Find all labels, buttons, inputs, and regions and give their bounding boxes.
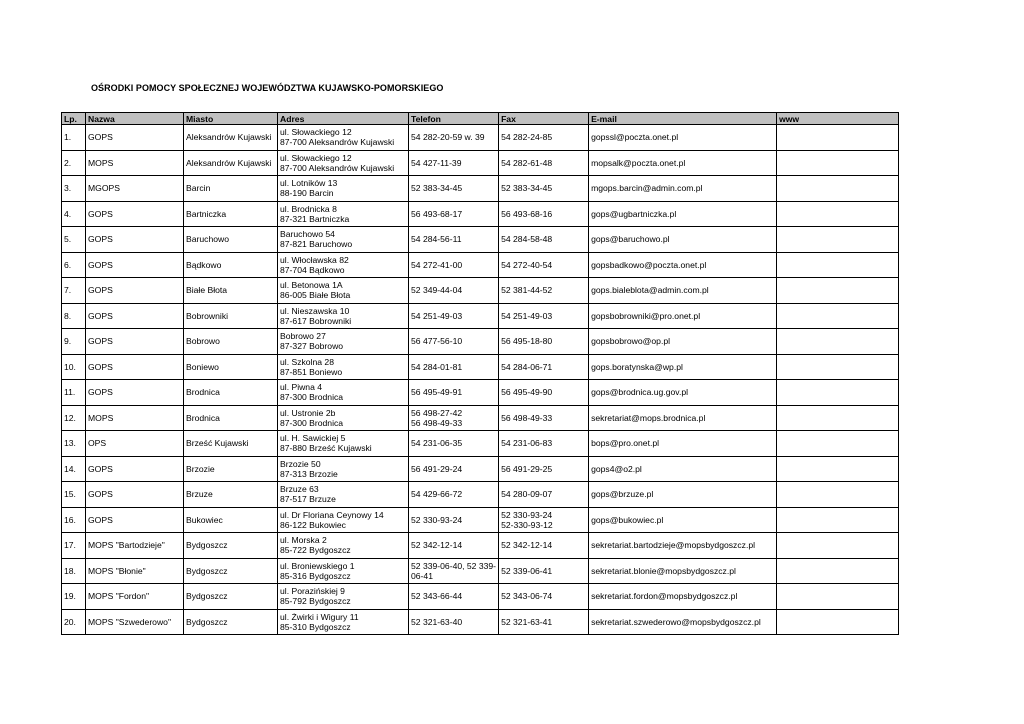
cell-adres bbox=[278, 176, 409, 202]
cell-email: sekretariat.fordon@mopsbydgoszcz.pl bbox=[589, 584, 777, 610]
cell-www bbox=[777, 380, 899, 406]
cell-miasto: Bydgoszcz bbox=[184, 533, 278, 559]
table-row bbox=[62, 584, 899, 610]
table-row bbox=[62, 380, 899, 406]
cell-www bbox=[777, 329, 899, 355]
cell-adres bbox=[278, 405, 409, 431]
cell-telefon-line: 52 343-66-44 bbox=[411, 591, 463, 602]
cell-lp: 14. bbox=[62, 456, 86, 482]
cell-adres bbox=[278, 125, 409, 151]
cell-fax-line: 54 251-49-03 bbox=[501, 310, 553, 321]
table-row bbox=[62, 609, 899, 635]
cell-lp: 16. bbox=[62, 507, 86, 533]
cell-telefon-line: 56 495-49-91 bbox=[411, 387, 463, 398]
cell-nazwa: MGOPS bbox=[86, 176, 184, 202]
cell-adres-line: ul. Morska 2 bbox=[280, 535, 327, 546]
cell-adres bbox=[278, 533, 409, 559]
cell-adres-line: ul. Szkolna 28 bbox=[280, 356, 334, 367]
cell-fax-line: 54 280-09-07 bbox=[501, 489, 553, 500]
cell-lp: 10. bbox=[62, 354, 86, 380]
cell-www bbox=[777, 303, 899, 329]
cell-lp: 8. bbox=[62, 303, 86, 329]
institutions-table bbox=[61, 112, 899, 635]
cell-adres-line: 88-190 Barcin bbox=[280, 188, 334, 199]
cell-nazwa: GOPS bbox=[86, 507, 184, 533]
cell-email: gopsbobrowniki@pro.onet.pl bbox=[589, 303, 777, 329]
cell-adres bbox=[278, 227, 409, 253]
cell-www bbox=[777, 533, 899, 559]
cell-adres-line: ul. H. Sawickiej 5 bbox=[280, 433, 346, 444]
cell-fax bbox=[499, 558, 589, 584]
cell-telefon bbox=[409, 227, 499, 253]
cell-adres-line: 85-792 Bydgoszcz bbox=[280, 596, 351, 607]
table-row bbox=[62, 405, 899, 431]
cell-fax bbox=[499, 227, 589, 253]
cell-telefon bbox=[409, 176, 499, 202]
cell-fax bbox=[499, 405, 589, 431]
header-nazwa: Nazwa bbox=[86, 113, 184, 125]
table-row bbox=[62, 252, 899, 278]
cell-adres-line: 87-880 Brześć Kujawski bbox=[280, 443, 372, 454]
table-row bbox=[62, 456, 899, 482]
cell-fax-line: 54 282-24-85 bbox=[501, 132, 553, 143]
header-email: E-mail bbox=[589, 113, 777, 125]
cell-fax-line: 56 498-49-33 bbox=[501, 412, 553, 423]
cell-email: sekretariat.szwederowo@mopsbydgoszcz.pl bbox=[589, 609, 777, 635]
cell-adres bbox=[278, 303, 409, 329]
cell-www bbox=[777, 252, 899, 278]
cell-adres-line: ul. Porazińskiej 9 bbox=[280, 586, 345, 597]
cell-miasto: Bydgoszcz bbox=[184, 609, 278, 635]
cell-telefon bbox=[409, 329, 499, 355]
cell-email: gops@brzuze.pl bbox=[589, 482, 777, 508]
cell-www bbox=[777, 431, 899, 457]
cell-fax bbox=[499, 252, 589, 278]
cell-adres bbox=[278, 507, 409, 533]
cell-fax bbox=[499, 456, 589, 482]
cell-adres bbox=[278, 431, 409, 457]
cell-www bbox=[777, 507, 899, 533]
cell-email: gops.bialeblota@admin.com.pl bbox=[589, 278, 777, 304]
cell-fax-line: 52 343-06-74 bbox=[501, 591, 553, 602]
cell-miasto: Białe Błota bbox=[184, 278, 278, 304]
cell-lp: 15. bbox=[62, 482, 86, 508]
cell-adres-line: ul. Ustronie 2b bbox=[280, 407, 336, 418]
cell-adres-line: 86-122 Bukowiec bbox=[280, 519, 346, 530]
cell-fax bbox=[499, 354, 589, 380]
cell-email: sekretariat@mops.brodnica.pl bbox=[589, 405, 777, 431]
cell-www bbox=[777, 278, 899, 304]
cell-miasto: Bobrowo bbox=[184, 329, 278, 355]
table-row bbox=[62, 507, 899, 533]
cell-telefon bbox=[409, 609, 499, 635]
cell-lp: 20. bbox=[62, 609, 86, 635]
cell-www bbox=[777, 227, 899, 253]
cell-nazwa: OPS bbox=[86, 431, 184, 457]
cell-adres-line: 87-851 Boniewo bbox=[280, 366, 343, 377]
cell-miasto: Brzuze bbox=[184, 482, 278, 508]
cell-adres-line: ul. Dr Floriana Ceynowy 14 bbox=[280, 509, 384, 520]
cell-adres-line: ul. Lotników 13 bbox=[280, 178, 338, 189]
cell-lp: 6. bbox=[62, 252, 86, 278]
cell-fax-line: 52 342-12-14 bbox=[501, 540, 553, 551]
cell-www bbox=[777, 405, 899, 431]
cell-telefon-line: 56 493-68-17 bbox=[411, 208, 463, 219]
cell-adres-line: 87-700 Aleksandrów Kujawski bbox=[280, 137, 395, 148]
cell-miasto: Bobrowniki bbox=[184, 303, 278, 329]
cell-telefon-line: 54 284-01-81 bbox=[411, 361, 463, 372]
cell-adres bbox=[278, 380, 409, 406]
cell-adres-line: ul. Słowackiego 12 bbox=[280, 127, 352, 138]
cell-email: gopsbobrowo@op.pl bbox=[589, 329, 777, 355]
cell-email: gopsbadkowo@poczta.onet.pl bbox=[589, 252, 777, 278]
cell-telefon-line: 06-41 bbox=[411, 570, 433, 581]
cell-nazwa: GOPS bbox=[86, 227, 184, 253]
header-www: www bbox=[777, 113, 899, 125]
cell-miasto: Brześć Kujawski bbox=[184, 431, 278, 457]
cell-fax-line: 54 272-40-54 bbox=[501, 259, 553, 270]
cell-miasto: Bydgoszcz bbox=[184, 558, 278, 584]
cell-email: gops@baruchowo.pl bbox=[589, 227, 777, 253]
cell-fax-line: 52-330-93-12 bbox=[501, 519, 553, 530]
cell-adres-line: 87-821 Baruchowo bbox=[280, 239, 353, 250]
cell-lp: 12. bbox=[62, 405, 86, 431]
cell-lp: 2. bbox=[62, 150, 86, 176]
table-row bbox=[62, 176, 899, 202]
table-row bbox=[62, 482, 899, 508]
cell-fax bbox=[499, 125, 589, 151]
cell-nazwa: GOPS bbox=[86, 456, 184, 482]
cell-email: sekretariat.bartodzieje@mopsbydgoszcz.pl bbox=[589, 533, 777, 559]
cell-nazwa: GOPS bbox=[86, 125, 184, 151]
document-title: OŚRODKI POMOCY SPOŁECZNEJ WOJEWÓDZTWA KUJAWSKO-POMORSKIEGO bbox=[91, 83, 444, 93]
cell-www bbox=[777, 456, 899, 482]
cell-telefon bbox=[409, 584, 499, 610]
cell-lp: 4. bbox=[62, 201, 86, 227]
cell-email: mgops.barcin@admin.com.pl bbox=[589, 176, 777, 202]
cell-miasto: Bądkowo bbox=[184, 252, 278, 278]
cell-adres-line: Brzuze 63 bbox=[280, 484, 319, 495]
cell-fax-line: 56 493-68-16 bbox=[501, 208, 553, 219]
cell-fax-line: 56 495-18-80 bbox=[501, 336, 553, 347]
cell-telefon bbox=[409, 380, 499, 406]
cell-adres-line: 87-321 Bartniczka bbox=[280, 213, 350, 224]
cell-nazwa: GOPS bbox=[86, 303, 184, 329]
cell-fax-line: 54 231-06-83 bbox=[501, 438, 553, 449]
cell-adres-line: ul. Piwna 4 bbox=[280, 382, 323, 393]
cell-fax bbox=[499, 303, 589, 329]
cell-telefon-line: 54 231-06-35 bbox=[411, 438, 463, 449]
cell-telefon-line: 52 383-34-45 bbox=[411, 183, 463, 194]
cell-lp: 11. bbox=[62, 380, 86, 406]
cell-telefon-line: 54 251-49-03 bbox=[411, 310, 463, 321]
cell-adres bbox=[278, 456, 409, 482]
table-row bbox=[62, 201, 899, 227]
cell-miasto: Brodnica bbox=[184, 380, 278, 406]
cell-adres-line: ul. Broniewskiego 1 bbox=[280, 560, 355, 571]
cell-fax bbox=[499, 380, 589, 406]
cell-nazwa: GOPS bbox=[86, 252, 184, 278]
cell-fax bbox=[499, 201, 589, 227]
cell-miasto: Bydgoszcz bbox=[184, 584, 278, 610]
cell-nazwa: MOPS bbox=[86, 150, 184, 176]
cell-lp: 13. bbox=[62, 431, 86, 457]
cell-telefon-line: 56 477-56-10 bbox=[411, 336, 463, 347]
cell-telefon-line: 52 339-06-40, 52 339- bbox=[411, 560, 497, 571]
cell-miasto: Brzozie bbox=[184, 456, 278, 482]
cell-lp: 18. bbox=[62, 558, 86, 584]
cell-fax bbox=[499, 507, 589, 533]
cell-www bbox=[777, 354, 899, 380]
cell-email: gops@brodnica.ug.gov.pl bbox=[589, 380, 777, 406]
cell-lp: 5. bbox=[62, 227, 86, 253]
cell-miasto: Baruchowo bbox=[184, 227, 278, 253]
cell-fax-line: 54 284-58-48 bbox=[501, 234, 553, 245]
cell-telefon bbox=[409, 431, 499, 457]
cell-fax-line: 52 381-44-52 bbox=[501, 285, 553, 296]
cell-telefon bbox=[409, 201, 499, 227]
cell-telefon-line: 56 498-27-42 bbox=[411, 407, 463, 418]
cell-telefon bbox=[409, 533, 499, 559]
cell-telefon bbox=[409, 303, 499, 329]
cell-fax bbox=[499, 150, 589, 176]
cell-fax-line: 54 282-61-48 bbox=[501, 157, 553, 168]
cell-fax bbox=[499, 329, 589, 355]
cell-adres-line: ul. Betonowa 1A bbox=[280, 280, 343, 291]
cell-miasto: Boniewo bbox=[184, 354, 278, 380]
cell-lp: 1. bbox=[62, 125, 86, 151]
cell-fax-line: 52 339-06-41 bbox=[501, 565, 553, 576]
cell-miasto: Bartniczka bbox=[184, 201, 278, 227]
cell-telefon-line: 54 429-66-72 bbox=[411, 489, 463, 500]
cell-www bbox=[777, 482, 899, 508]
cell-adres bbox=[278, 482, 409, 508]
cell-adres-line: 87-313 Brzozie bbox=[280, 468, 338, 479]
cell-www bbox=[777, 609, 899, 635]
cell-www bbox=[777, 150, 899, 176]
cell-adres-line: 87-517 Brzuze bbox=[280, 494, 336, 505]
cell-telefon-line: 54 282-20-59 w. 39 bbox=[411, 132, 485, 143]
cell-lp: 7. bbox=[62, 278, 86, 304]
cell-email: gops@bukowiec.pl bbox=[589, 507, 777, 533]
cell-adres bbox=[278, 609, 409, 635]
table-row bbox=[62, 558, 899, 584]
cell-nazwa: GOPS bbox=[86, 380, 184, 406]
cell-lp: 3. bbox=[62, 176, 86, 202]
cell-telefon-line: 52 330-93-24 bbox=[411, 514, 463, 525]
cell-telefon-line: 56 498-49-33 bbox=[411, 417, 463, 428]
cell-telefon-line: 54 427-11-39 bbox=[411, 157, 462, 168]
table-row bbox=[62, 227, 899, 253]
cell-www bbox=[777, 125, 899, 151]
cell-fax bbox=[499, 609, 589, 635]
header-telefon: Telefon bbox=[409, 113, 499, 125]
cell-adres-line: 87-300 Brodnica bbox=[280, 417, 344, 428]
cell-adres-line: ul. Żwirki i Wigury 11 bbox=[280, 611, 359, 622]
cell-nazwa: GOPS bbox=[86, 482, 184, 508]
table-body bbox=[62, 125, 899, 635]
cell-telefon-line: 54 284-56-11 bbox=[411, 234, 462, 245]
cell-fax-line: 52 383-34-45 bbox=[501, 183, 553, 194]
table-row bbox=[62, 329, 899, 355]
cell-telefon-line: 52 349-44-04 bbox=[411, 285, 463, 296]
cell-adres bbox=[278, 201, 409, 227]
cell-adres-line: 87-300 Brodnica bbox=[280, 392, 344, 403]
cell-nazwa: GOPS bbox=[86, 278, 184, 304]
cell-www bbox=[777, 584, 899, 610]
cell-email: gops@ugbartniczka.pl bbox=[589, 201, 777, 227]
cell-telefon bbox=[409, 252, 499, 278]
cell-fax bbox=[499, 482, 589, 508]
cell-email: sekretariat.blonie@mopsbydgoszcz.pl bbox=[589, 558, 777, 584]
cell-fax bbox=[499, 278, 589, 304]
cell-fax bbox=[499, 533, 589, 559]
cell-fax bbox=[499, 176, 589, 202]
cell-lp: 17. bbox=[62, 533, 86, 559]
cell-www bbox=[777, 558, 899, 584]
cell-adres-line: 87-327 Bobrowo bbox=[280, 341, 344, 352]
cell-telefon bbox=[409, 482, 499, 508]
cell-adres-line: ul. Brodnicka 8 bbox=[280, 203, 337, 214]
cell-miasto: Brodnica bbox=[184, 405, 278, 431]
cell-adres bbox=[278, 354, 409, 380]
cell-telefon bbox=[409, 405, 499, 431]
cell-lp: 9. bbox=[62, 329, 86, 355]
cell-adres-line: 87-617 Bobrowniki bbox=[280, 315, 352, 326]
cell-telefon bbox=[409, 354, 499, 380]
cell-telefon bbox=[409, 558, 499, 584]
header-adres: Adres bbox=[278, 113, 409, 125]
cell-nazwa: MOPS bbox=[86, 405, 184, 431]
cell-adres bbox=[278, 278, 409, 304]
cell-email: gops.boratynska@wp.pl bbox=[589, 354, 777, 380]
header-lp: Lp. bbox=[62, 113, 86, 125]
cell-telefon bbox=[409, 125, 499, 151]
cell-miasto: Aleksandrów Kujawski bbox=[184, 150, 278, 176]
cell-telefon-line: 56 491-29-24 bbox=[411, 463, 463, 474]
cell-email: bops@pro.onet.pl bbox=[589, 431, 777, 457]
cell-nazwa: MOPS "Fordon" bbox=[86, 584, 184, 610]
table-row bbox=[62, 431, 899, 457]
cell-adres-line: 87-700 Aleksandrów Kujawski bbox=[280, 162, 395, 173]
table-row bbox=[62, 354, 899, 380]
cell-telefon-line: 54 272-41-00 bbox=[411, 259, 463, 270]
cell-adres-line: 87-704 Bądkowo bbox=[280, 264, 345, 275]
cell-adres-line: 86-005 Białe Błota bbox=[280, 290, 351, 301]
table-row bbox=[62, 278, 899, 304]
table-row bbox=[62, 303, 899, 329]
cell-adres-line: ul. Włocławska 82 bbox=[280, 254, 349, 265]
cell-nazwa: MOPS "Szwederowo" bbox=[86, 609, 184, 635]
cell-fax bbox=[499, 584, 589, 610]
cell-adres bbox=[278, 558, 409, 584]
cell-lp: 19. bbox=[62, 584, 86, 610]
cell-miasto: Aleksandrów Kujawski bbox=[184, 125, 278, 151]
table-row bbox=[62, 150, 899, 176]
cell-telefon-line: 52 342-12-14 bbox=[411, 540, 463, 551]
cell-adres-line: Bobrowo 27 bbox=[280, 331, 326, 342]
cell-fax-line: 52 321-63-41 bbox=[501, 616, 553, 627]
cell-fax-line: 52 330-93-24 bbox=[501, 509, 553, 520]
header-miasto: Miasto bbox=[184, 113, 278, 125]
cell-telefon bbox=[409, 278, 499, 304]
cell-nazwa: GOPS bbox=[86, 201, 184, 227]
cell-adres bbox=[278, 252, 409, 278]
cell-nazwa: MOPS "Bartodzieje" bbox=[86, 533, 184, 559]
cell-email: gopssl@poczta.onet.pl bbox=[589, 125, 777, 151]
cell-adres-line: 85-310 Bydgoszcz bbox=[280, 621, 351, 632]
cell-adres-line: Baruchowo 54 bbox=[280, 229, 335, 240]
cell-adres-line: 85-722 Bydgoszcz bbox=[280, 545, 351, 556]
table-row bbox=[62, 533, 899, 559]
cell-fax-line: 54 284-06-71 bbox=[501, 361, 553, 372]
cell-adres-line: Brzozie 50 bbox=[280, 458, 321, 469]
cell-email: mopsalk@poczta.onet.pl bbox=[589, 150, 777, 176]
cell-nazwa: GOPS bbox=[86, 329, 184, 355]
cell-telefon bbox=[409, 150, 499, 176]
cell-fax bbox=[499, 431, 589, 457]
cell-adres bbox=[278, 150, 409, 176]
cell-nazwa: GOPS bbox=[86, 354, 184, 380]
cell-adres-line: ul. Nieszawska 10 bbox=[280, 305, 350, 316]
cell-miasto: Bukowiec bbox=[184, 507, 278, 533]
cell-miasto: Barcin bbox=[184, 176, 278, 202]
cell-adres-line: 85-316 Bydgoszcz bbox=[280, 570, 351, 581]
cell-adres bbox=[278, 329, 409, 355]
cell-telefon bbox=[409, 507, 499, 533]
cell-fax-line: 56 495-49-90 bbox=[501, 387, 553, 398]
cell-adres bbox=[278, 584, 409, 610]
cell-www bbox=[777, 176, 899, 202]
cell-fax-line: 56 491-29-25 bbox=[501, 463, 553, 474]
header-fax: Fax bbox=[499, 113, 589, 125]
cell-www bbox=[777, 201, 899, 227]
cell-telefon-line: 52 321-63-40 bbox=[411, 616, 463, 627]
cell-adres-line: ul. Słowackiego 12 bbox=[280, 152, 352, 163]
cell-email: gops4@o2.pl bbox=[589, 456, 777, 482]
table-row bbox=[62, 125, 899, 151]
cell-nazwa: MOPS "Błonie" bbox=[86, 558, 184, 584]
header-row bbox=[62, 113, 899, 125]
cell-telefon bbox=[409, 456, 499, 482]
